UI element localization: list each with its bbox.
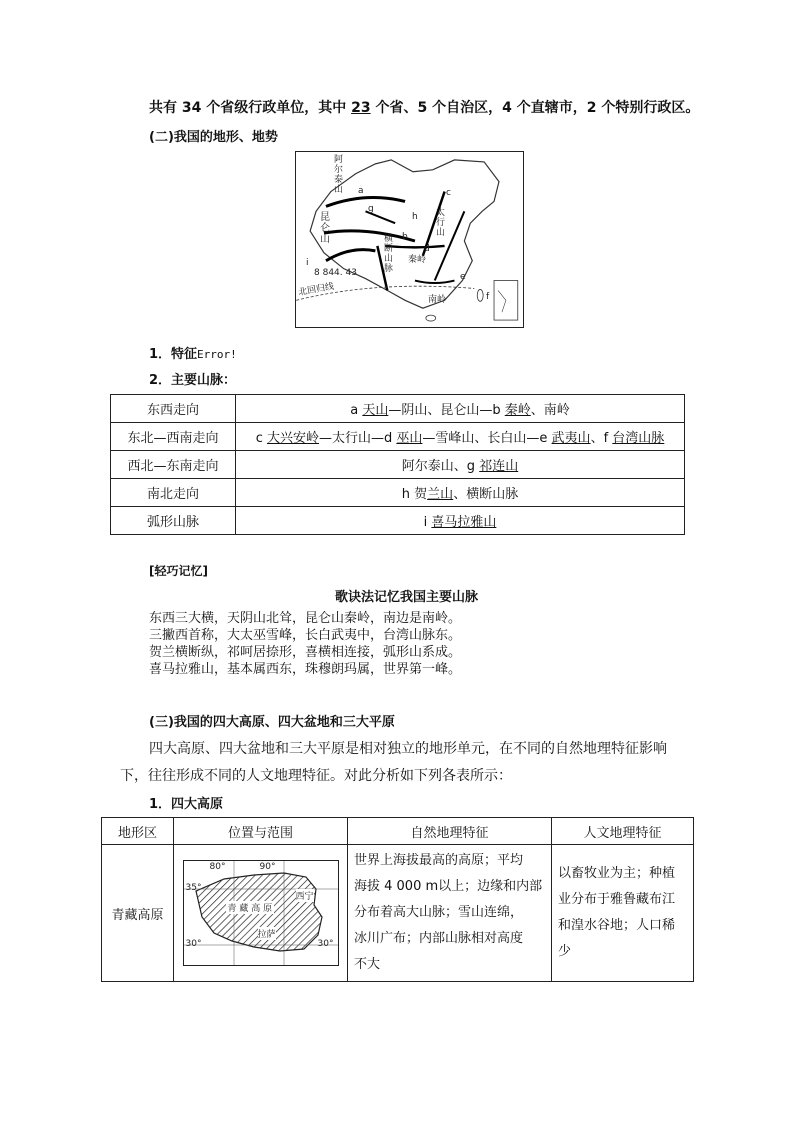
map-label-h: h (412, 212, 418, 222)
natural-line: 分布着高大山脉；雪山连绵， (354, 905, 524, 920)
text-part: 、f (590, 431, 613, 446)
feature-error-text: Error! (197, 348, 237, 361)
qinghai-tibet-map (183, 860, 339, 966)
table-row (111, 451, 685, 479)
plateau-map-cell (174, 845, 348, 982)
province-count: 23 (351, 100, 371, 116)
plateaus-heading: 1．四大高原 (149, 797, 224, 812)
text-part: —雪峰山、长白山—e (422, 431, 552, 446)
intro-line (149, 97, 699, 117)
map-label-e: e (460, 272, 466, 282)
mountains-cell (236, 451, 685, 479)
natural-line: 冰川广布；内部山脉相对高度 (354, 931, 524, 946)
natural-line: 不大 (354, 957, 381, 972)
china-terrain-map (295, 151, 524, 328)
map-label-f: f (486, 292, 490, 302)
underlined-answer: 祁连山 (479, 459, 519, 474)
map-label-d: d (424, 244, 430, 254)
section-heading-landforms: (三)我国的四大高原、四大盆地和三大平原 (149, 715, 395, 730)
feature-line (149, 343, 237, 362)
direction-cell: 南北走向 (111, 479, 236, 507)
column-header: 自然地理特征 (348, 818, 552, 845)
human-line: 以畜牧业为主；种植 (558, 866, 676, 881)
map-label-lon80: 80° (209, 862, 226, 872)
text-part: h 贺 (401, 487, 428, 502)
table-row (111, 395, 685, 423)
text-part: 阿尔泰山、g (401, 459, 480, 474)
text-part: i (423, 515, 432, 530)
text-part: —太行山—d (319, 431, 397, 446)
direction-cell: 东北—西南走向 (111, 423, 236, 451)
poem-block (149, 610, 461, 678)
map-label-plateau: 青 藏 高 原 (226, 901, 275, 914)
paragraph-line-2: 下，往往形成不同的人文地理特征。对此分析如下列各表所示： (120, 768, 512, 784)
map-label-lon90: 90° (259, 862, 276, 872)
table-row (102, 845, 694, 982)
map-label-kunlun: 昆仑山 (320, 212, 330, 245)
map-label-lhasa: 拉萨 (258, 927, 276, 940)
mountains-cell (236, 395, 685, 423)
map-label-lat30b: 30° (317, 939, 334, 949)
memory-heading: [轻巧记忆] (149, 564, 208, 578)
direction-cell: 西北—东南走向 (111, 451, 236, 479)
underlined-answer: 天山 (362, 403, 389, 418)
natural-line: 世界上海拔最高的高原；平均 (354, 853, 524, 868)
underlined-answer: 台湾山脉 (612, 431, 665, 446)
intro-text-part1: 共有 34 个省级行政单位，其中 (149, 100, 347, 116)
text-part: a (350, 403, 363, 418)
landform-name-cell: 青藏高原 (102, 845, 174, 982)
table-row (111, 507, 685, 535)
table-header-row (102, 818, 694, 845)
mountains-table (110, 394, 685, 535)
text-part: c (255, 431, 267, 446)
underlined-answer: 巫山 (396, 431, 423, 446)
map-label-g: g (368, 204, 374, 214)
poem-line: 三撇西首称，大太巫雪峰，长白武夷中，台湾山脉东。 (149, 628, 462, 643)
text-part: —阴山、昆仑山—b (388, 403, 505, 418)
plateau-table (101, 817, 694, 982)
map-label-i: i (306, 258, 309, 268)
map-label-hengduan: 横断山脉 (384, 234, 394, 274)
natural-line: 海拔 4 000 m以上；边缘和内部 (354, 879, 543, 894)
mountains-cell (236, 423, 685, 451)
poem-line: 东西三大横，天阴山北耸，昆仑山秦岭，南边是南岭。 (149, 611, 462, 626)
map-label-tropic: 北回归线 (297, 281, 335, 299)
map-label-taihang: 太行山 (436, 208, 446, 238)
column-header: 人文地理特征 (552, 818, 694, 845)
map-label-a: a (358, 186, 364, 196)
human-features-cell (552, 845, 694, 982)
underlined-answer: 喜马拉雅山 (431, 515, 497, 530)
map-label-c: c (446, 188, 451, 198)
underlined-answer: 兰山 (427, 487, 454, 502)
map-label-nanling: 南岭 (428, 295, 447, 305)
poem-title: 歌诀法记忆我国主要山脉 (335, 590, 479, 605)
text-part: 、南岭 (530, 403, 570, 418)
human-line: 和湟水谷地；人口稀 (558, 918, 676, 933)
map-label-altai: 阿尔泰山 (334, 155, 344, 195)
direction-cell: 东西走向 (111, 395, 236, 423)
map-label-b: b (402, 232, 408, 242)
section-heading-terrain: (二)我国的地形、地势 (149, 130, 278, 145)
underlined-answer: 武夷山 (551, 431, 591, 446)
intro-text-part2: 个省、5 个自治区，4 个直辖市，2 个特别行政区。 (375, 100, 700, 116)
natural-features-cell (348, 845, 552, 982)
map-label-xining: 西宁 (296, 889, 314, 902)
map-label-lat35: 35° (185, 883, 202, 893)
paragraph-line-1: 四大高原、四大盆地和三大平原是相对独立的地形单元，在不同的自然地理特征影响 (149, 741, 667, 757)
map-label-qinling: 秦岭 (408, 255, 427, 265)
table-row (111, 479, 685, 507)
underlined-answer: 大兴安岭 (266, 431, 319, 446)
feature-label: 1．特征 (149, 347, 198, 362)
underlined-answer: 秦岭 (504, 403, 531, 418)
map-label-height: 8 844. 43 (314, 268, 357, 278)
column-header: 地形区 (102, 818, 174, 845)
column-header: 位置与范围 (174, 818, 348, 845)
text-part: 、横断山脉 (453, 487, 519, 502)
map-label-lat30a: 30° (185, 939, 202, 949)
human-line: 少 (558, 944, 572, 959)
poem-line: 贺兰横断纵，祁呵居捺形，喜横相连接，弧形山系成。 (149, 645, 462, 660)
human-line: 业分布于雅鲁藏布江 (558, 892, 676, 907)
mountains-cell (236, 479, 685, 507)
direction-cell: 弧形山脉 (111, 507, 236, 535)
mountains-cell (236, 507, 685, 535)
poem-line: 喜马拉雅山，基本属西东，珠穆朗玛属，世界第一峰。 (149, 662, 462, 677)
mountains-heading: 2．主要山脉： (149, 373, 237, 388)
table-row (111, 423, 685, 451)
